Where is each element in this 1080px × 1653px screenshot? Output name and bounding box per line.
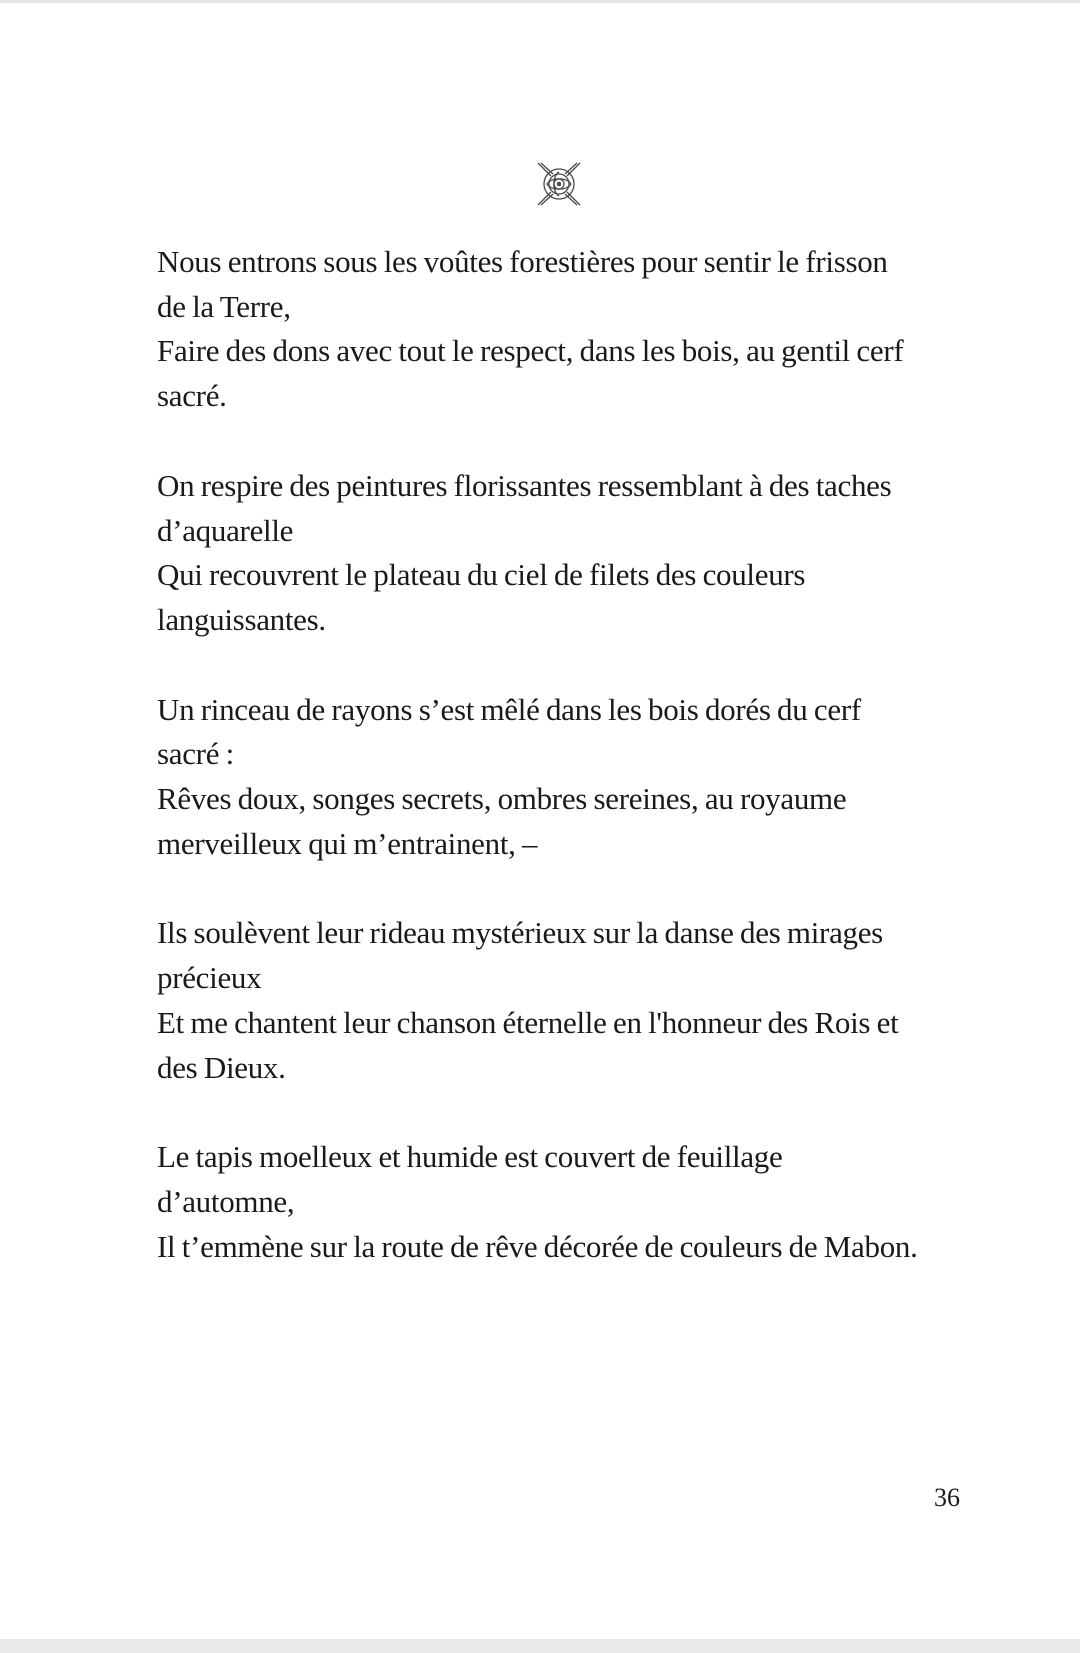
stanza-1 bbox=[157, 240, 967, 419]
stanza-2 bbox=[157, 464, 967, 643]
verse-line: d’automne, bbox=[157, 1183, 295, 1219]
verse-line: Un rinceau de rayons s’est mêlé dans les bois dorés du cerf bbox=[157, 691, 861, 727]
verse-line: merveilleux qui m’entrainent, – bbox=[157, 825, 538, 861]
verse-line: Rêves doux, songes secrets, ombres sereines, au royaume bbox=[157, 781, 847, 817]
stanza-3 bbox=[157, 688, 967, 867]
verse-line: languissantes. bbox=[157, 601, 326, 637]
bottom-edge-band bbox=[0, 1639, 1080, 1653]
verse-line: Le tapis moelleux et humide est couvert de feuillage bbox=[157, 1139, 783, 1175]
verse-line: précieux bbox=[157, 960, 262, 996]
verse-line: Il t’emmène sur la route de rêve décorée de couleurs de Mabon. bbox=[157, 1228, 918, 1264]
stanza-5 bbox=[157, 1135, 967, 1269]
verse-line: On respire des peintures florissantes ressemblant à des taches bbox=[157, 467, 892, 503]
verse-line: de la Terre, bbox=[157, 288, 291, 324]
verse-line: sacré. bbox=[157, 378, 227, 414]
verse-line: d’aquarelle bbox=[157, 512, 294, 548]
verse-line: Faire des dons avec tout le respect, dans les bois, au gentil cerf bbox=[157, 333, 904, 369]
page-number: 36 bbox=[934, 1483, 960, 1512]
stanza-4 bbox=[157, 911, 967, 1090]
verse-line: Nous entrons sous les voûtes forestières pour sentir le frisson bbox=[157, 244, 888, 279]
celtic-knot-ornament-icon bbox=[535, 160, 583, 208]
verse-line: Et me chantent leur chanson éternelle en l'honneur des Rois et bbox=[157, 1004, 899, 1040]
poem-body bbox=[157, 240, 967, 1314]
verse-line: des Dieux. bbox=[157, 1049, 286, 1085]
top-edge-rule bbox=[0, 0, 1080, 3]
verse-line: Ils soulèvent leur rideau mystérieux sur la danse des mirages bbox=[157, 915, 883, 951]
verse-line: sacré : bbox=[157, 736, 234, 772]
verse-line: Qui recouvrent le plateau du ciel de filets des couleurs bbox=[157, 557, 806, 593]
